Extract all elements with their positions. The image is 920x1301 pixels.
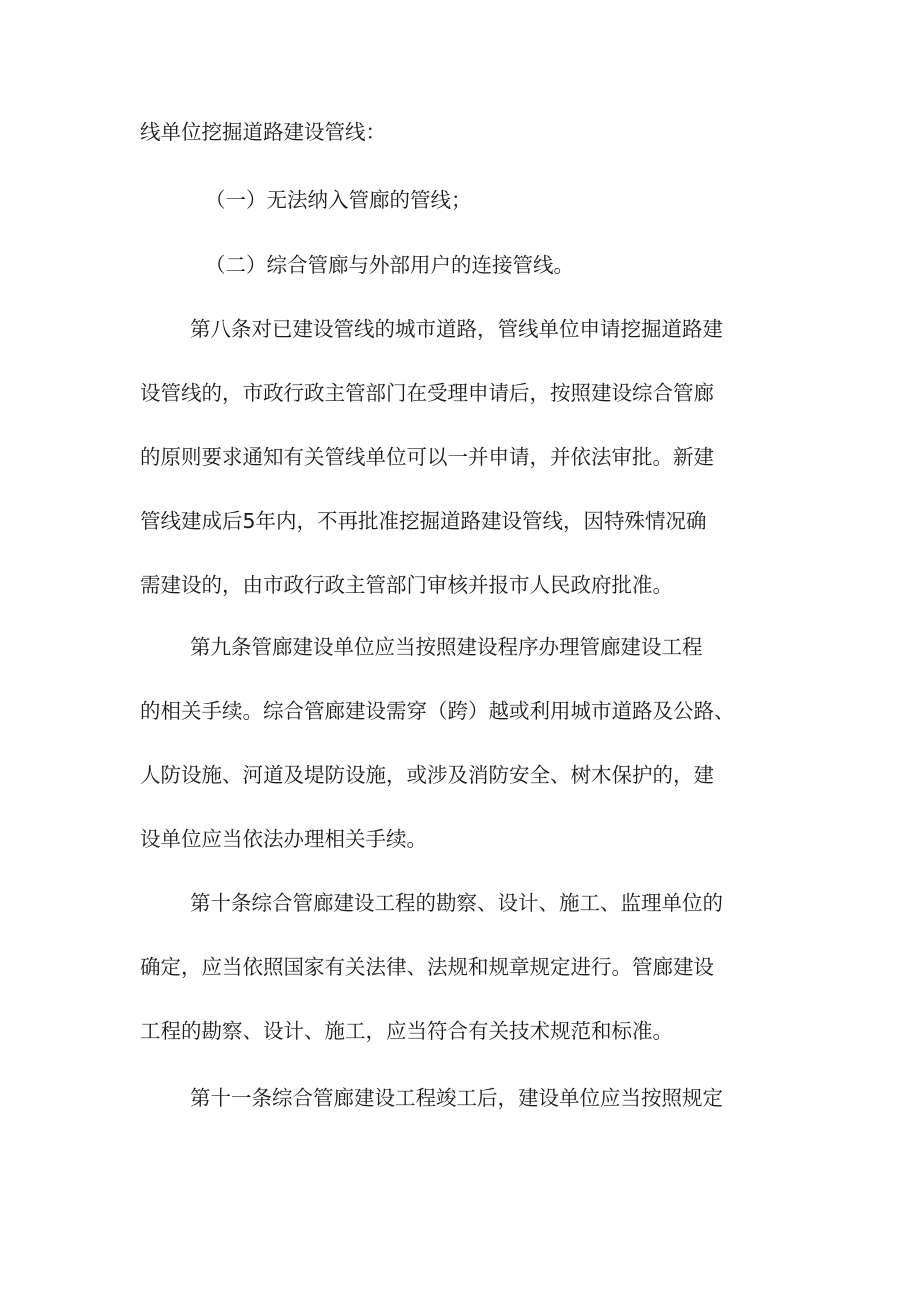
text-line: 的原则要求通知有关管线单位可以一并申请，并依法审批。新建 xyxy=(140,445,714,469)
article-10-first-line: 第十条综合管廊建设工程的勘察、设计、施工、监理单位的 xyxy=(190,891,723,915)
list-item: （二）综合管廊与外部用户的连接管线。 xyxy=(205,253,574,277)
text-line: 管线建成后5年内，不再批准挖掘道路建设管线，因特殊情况确 xyxy=(140,509,707,533)
text-line: 人防设施、河道及堤防设施，或涉及消防安全、树木保护的，建 xyxy=(140,763,714,787)
text-line: 确定，应当依照国家有关法律、法规和规章规定进行。管廊建设 xyxy=(140,955,714,979)
article-8-first-line: 第八条对已建设管线的城市道路，管线单位申请挖掘道路建 xyxy=(190,317,723,341)
article-9-first-line: 第九条管廊建设单位应当按照建设程序办理管廊建设工程 xyxy=(190,635,703,659)
text-line: 线单位挖掘道路建设管线： xyxy=(140,120,386,144)
article-11-first-line: 第十一条综合管廊建设工程竣工后，建设单位应当按照规定 xyxy=(190,1086,723,1110)
text-line: 设管线的，市政行政主管部门在受理申请后，按照建设综合管廊 xyxy=(140,381,714,405)
text-line: 设单位应当依法办理相关手续。 xyxy=(140,827,427,851)
list-item: （一）无法纳入管廊的管线； xyxy=(205,188,472,212)
text-line: 需建设的，由市政行政主管部门审核并报市人民政府批准。 xyxy=(140,573,673,597)
text-line: 工程的勘察、设计、施工，应当符合有关技术规范和标准。 xyxy=(140,1019,673,1043)
text-line: 的相关手续。综合管廊建设需穿（跨）越或利用城市道路及公路、 xyxy=(140,699,735,723)
